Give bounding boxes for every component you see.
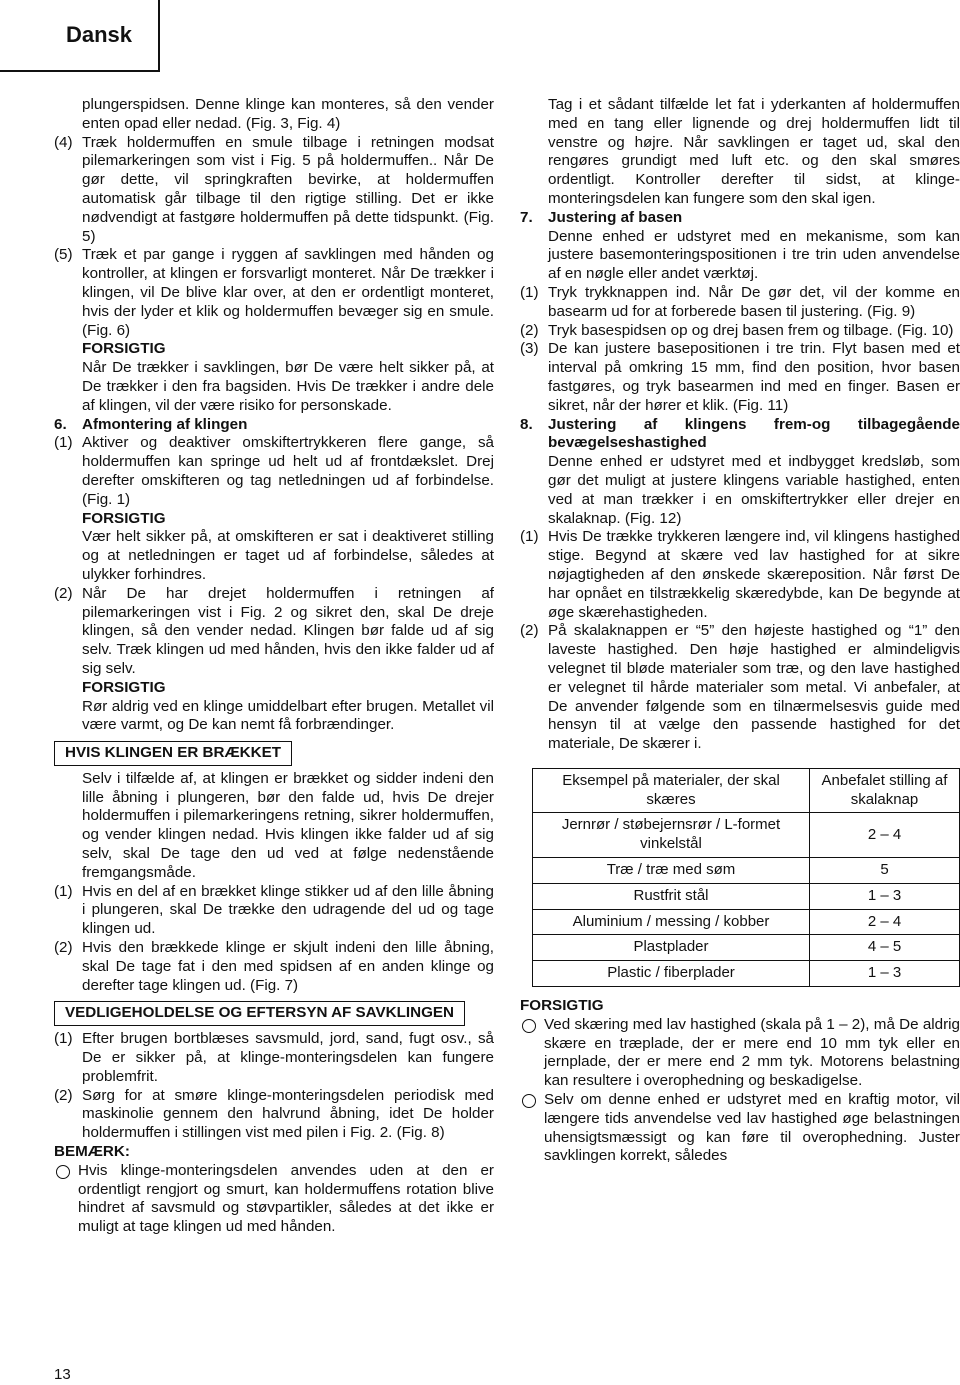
table-header-material: Eksempel på materialer, der skal skæres — [533, 768, 810, 813]
caution-text: Vær helt sikker på, at omskifteren er sat i deaktiveret stilling og at netledningen er taget ud af forbindelse, således at ulykker forhindres. — [82, 528, 494, 583]
caution-text: Rør aldrig ved en klinge umiddelbart efter brugen. Metallet vil være varmt, og De kan nemt få forbrændinger. — [82, 697, 494, 734]
step-6-2: (2) Når De har drejet holdermuffen i retningen af pilemarkeringen vist i Fig. 2 og sikret den, skal De dreje klingen, så den vender nedad. Klingen bør falde ud af sig selv. Træk klingen ud med hånden, hvis den ikke falder ud af sig selv. — [54, 584, 494, 677]
table-cell-material: Aluminium / messing / kobber — [533, 909, 810, 935]
section-6-heading: 6. Afmontering af klingen — [54, 415, 248, 433]
bullet-circle-icon — [54, 1162, 78, 1237]
step-7-1: (1) Tryk trykknappen ind. Når De gør det, vil der komme en basearm ud for at forberede basen til justering. (Fig. 9) — [520, 283, 960, 320]
caution-heading: FORSIGTIG — [82, 509, 166, 527]
table-cell-setting: 4 – 5 — [810, 935, 960, 961]
maintenance-step-1: (1) Efter brugen bortblæses savsmuld, jord, sand, fugt osv., så De er sikker på, at klinge-monteringsdelen kan fungere problemfrit. — [54, 1030, 494, 1085]
material-speed-table — [532, 768, 960, 987]
broken-blade-heading: HVIS KLINGEN ER BRÆKKET — [54, 741, 292, 766]
step-7-2: (2) Tryk basespidsen op og drej basen frem og tilbage. (Fig. 10) — [520, 321, 954, 339]
caution-heading: FORSIGTIG — [82, 678, 166, 696]
table-cell-setting: 2 – 4 — [810, 909, 960, 935]
table-cell-material: Plastic / fiberplader — [533, 961, 810, 987]
right-column — [520, 96, 960, 1166]
table-row — [533, 909, 960, 935]
table-cell-material: Træ / træ med søm — [533, 858, 810, 884]
bullet-circle-icon — [520, 1016, 544, 1091]
table-row — [533, 935, 960, 961]
section-7-text: Denne enhed er udstyret med en mekanisme, som kan justere basemonteringspositionen i tre trin uden anvendelse af en nøgle eller andet værktøj. — [548, 227, 960, 283]
table-cell-setting: 1 – 3 — [810, 883, 960, 909]
table-row — [533, 858, 960, 884]
caution-item: Ved skæring med lav hastighed (skala på 1 – 2), må De aldrig skære en træplade, der er mere end 10 mm tyk eller en jernplade, der er mere end 2 mm tyk. Motorens belastning kan resultere i overophedning og beskadigelse. — [520, 1016, 960, 1091]
step-8-2: (2) På skalaknappen er “5” den højeste hastighed og “1” den laveste hastighed. Den høje hastighed er almindeligvis velegnet til bløde materialer som træ, og den lave hastighed er velegnet til hårde materialer som metal. Vi anbefaler, at De anvender følgende som en tilnærmelsesvis guide med hensyn til at vælge den passende hastighed for det materiale, De skærer i. — [520, 622, 960, 753]
bullet-circle-icon — [520, 1091, 544, 1166]
caution-heading: FORSIGTIG — [82, 340, 166, 358]
step-7-3: (3) De kan justere basepositionen i tre trin. Flyt basen med et interval på omkring 15 mm, find den position, hvor basen fastgøres, og tryk basearmen ind med en finger. Basen er sikret, når der hører et klik. (Fig. 11) — [520, 340, 960, 414]
maintenance-step-2: (2) Sørg for at smøre klinge-monteringsdelen periodisk med maskinolie gennem den halvrund åbning, idet De holder holdermuffen i stillingen vist med pilen i Fig. 2. (Fig. 8) — [54, 1086, 494, 1142]
note-item: Hvis klinge-monteringsdelen anvendes uden at den er ordentligt rengjort og smurt, kan holdermuffens rotation blive hindret af savsmuld og støvpartikler, således at det ikke er muligt at tage klingen ud med hånden. — [54, 1162, 494, 1237]
page-number: 13 — [54, 1366, 71, 1383]
table-header-setting: Anbefalet stilling af skalaknap — [810, 768, 960, 813]
language-label: Dansk — [66, 22, 133, 47]
section-7-heading: 7. Justering af basen — [520, 208, 683, 226]
broken-step-1: (1) Hvis en del af en brækket klinge stikker ud af den lille åbning i plungeren, skal De trække den udragende del ud og tage klingen ud. — [54, 882, 494, 938]
step-4: (4) Træk holdermuffen en smule tilbage i retningen modsat pilemarkeringen som vist i Fig. 5 på holdermuffen.. Når De gør dette, vil springkraften bevirke, at holdermuffen automatisk går tilbage til den rigtige stilling. Det er ikke nødvendigt at fastgøre holdermuffen på dette tidspunkt. (Fig. 5) — [54, 133, 494, 245]
table-row — [533, 813, 960, 858]
caution-item: Selv om denne enhed er udstyret med en kraftig motor, vil længere tids anvendelse ved lav hastighed øge belastningen uhensigtsmæssigt og kan føre til overophedning. Juster savklingen korrekt, således — [520, 1091, 960, 1166]
table-header-row — [533, 768, 960, 813]
step-5: (5) Træk et par gange i ryggen af savklingen med hånden og kontroller, at klingen er forsvarligt monteret. Når De trækker i klingen, vil De blive klar over, at den er ordentligt monteret, hvis der lyder et klik og holdermuffen bevæger sig en smule. (Fig. 6) — [54, 246, 494, 339]
table-cell-material: Plastplader — [533, 935, 810, 961]
table-cell-setting: 2 – 4 — [810, 813, 960, 858]
table-row — [533, 883, 960, 909]
table-cell-setting: 5 — [810, 858, 960, 884]
language-tab — [0, 0, 160, 72]
step-6-1: (1) Aktiver og deaktiver omskiftertrykkeren flere gange, så holdermuffen kan springe ud helt ud af frontdækslet. Drej derefter omskifteren og tag netledningen ud af forbindelse. (Fig. 1) — [54, 434, 494, 508]
section-8-heading: 8. Justering af klingens frem-og tilbagegående bevægelseshastighed — [520, 415, 960, 452]
paragraph-intro: plungerspidsen. Denne klinge kan monteres, så den vender enten opad eller nedad. (Fig. 3, Fig. 4) — [82, 96, 494, 132]
table-row — [533, 961, 960, 987]
paragraph-intro: Tag i et sådant tilfælde let fat i yderkanten af holdermuffen med en tang eller lignende og drej holdermuffen lidt til venstre og højre. Når savklingen er taget ud, skal den rengøres grundigt med luft etc. og den skal smøres ordentligt. Kontroller derefter til sidst, at klinge-monteringsdelen kan fungere som den skal igen. — [548, 96, 960, 207]
maintenance-heading: VEDLIGEHOLDELSE OG EFTERSYN AF SAVKLINGEN — [54, 1001, 465, 1026]
caution-heading: FORSIGTIG — [520, 997, 604, 1015]
note-heading: BEMÆRK: — [54, 1143, 130, 1161]
table-cell-material: Jernrør / støbejernsrør / L-formet vinkelstål — [533, 813, 810, 858]
broken-step-2: (2) Hvis den brækkede klinge er skjult indeni den lille åbning, skal De tage fat i den med spidsen af en anden klinge og derefter tage klingen ud. (Fig. 7) — [54, 939, 494, 994]
step-8-1: (1) Hvis De trække trykkeren længere ind, vil klingens hastighed stige. Begynd at skære ved lav hastighed for at sikre nøjagtigheden af den ønskede skæreposition. Når først De har opnået en tilstrækkelig skæredybde, kan De begynde at øge skærehastigheden. — [520, 528, 960, 621]
table-cell-setting: 1 – 3 — [810, 961, 960, 987]
table-cell-material: Rustfrit stål — [533, 883, 810, 909]
caution-text: Når De trækker i savklingen, bør De være helt sikker på, at De trækker i den fra bagsiden. Hvis De trækker i andre dele af klingen, vil der være risiko for personskade. — [82, 359, 494, 414]
broken-blade-text: Selv i tilfælde af, at klingen er brækket og sidder indeni den lille åbning i plungeren, bør den falde ud, hvis De drejer holdermuffen i pilemarkeringens retning, sikrer holdermuffen, og vender klingen nedad. Hvis klingen ikke falder ud af sig selv, skal De tage den ud ved at følge nedenstående fremgangsmåde. — [82, 769, 494, 881]
section-8-text: Denne enhed er udstyret med et indbygget kredsløb, som gør det muligt at justere klingens variable hastighed, enten ved at man trækker i en omskiftertrykker eller drejer en skalaknap. (Fig. 12) — [548, 453, 960, 527]
left-column — [54, 96, 494, 1237]
